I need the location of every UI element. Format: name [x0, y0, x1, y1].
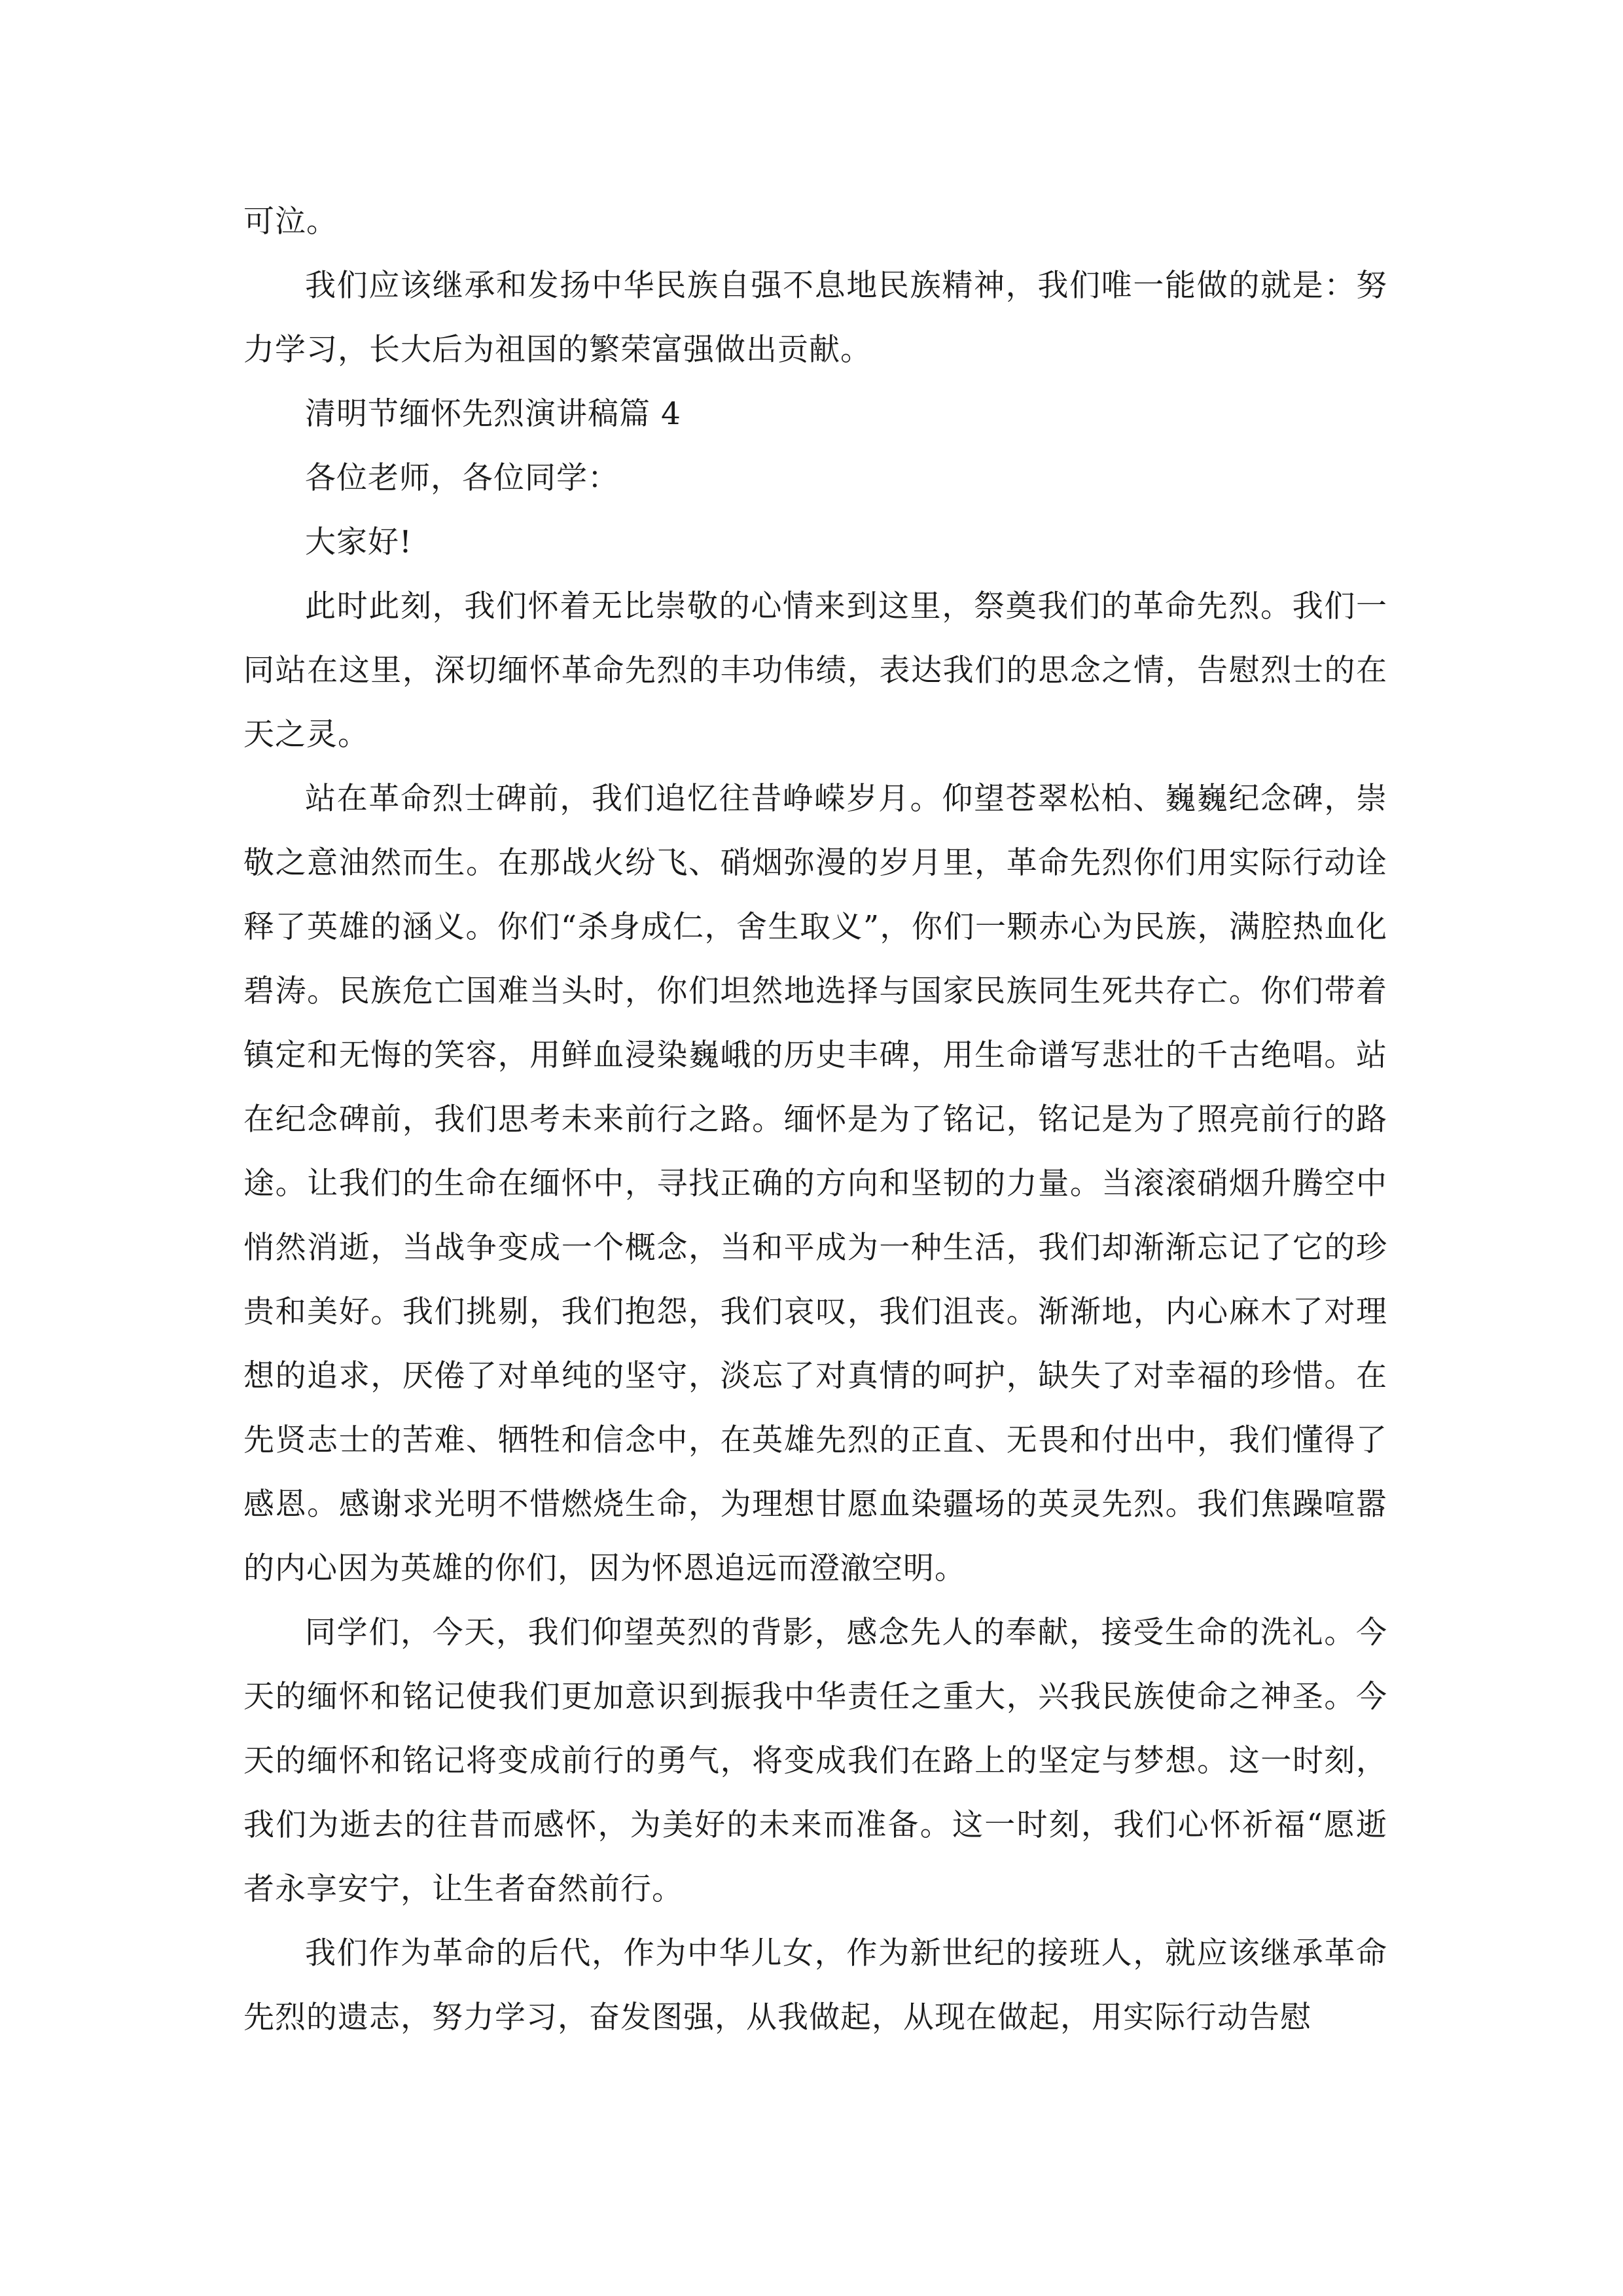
paragraph-inherit-spirit: 我们应该继承和发扬中华民族自强不息地民族精神，我们唯一能做的就是：努力学习，长大后为祖国的繁荣富强做出贡献。 [243, 268, 1387, 368]
paragraph-students: 同学们，今天，我们仰望英烈的背影，感念先人的奉献，接受生命的洗礼。今天的缅怀和铭记使我们更加意识到振我中华责任之重大，兴我民族使命之神圣。今天的缅怀和铭记将变成前行的勇气，将变成我们在路上的坚定与梦想。这一时刻，我们为逝去的往昔而感怀，为美好的未来而准备。这一时刻，我们心怀祈福“愿逝者永享安宁，让生者奋然前行。 [243, 1615, 1387, 1907]
greeting: 大家好! [305, 524, 412, 560]
paragraph-continuation: 可泣。 [243, 204, 338, 240]
paragraph-intro: 此时此刻，我们怀着无比崇敬的心情来到这里，祭奠我们的革命先烈。我们一同站在这里，深切缅怀革命先烈的丰功伟绩，表达我们的思念之情，告慰烈士的在天之灵。 [243, 588, 1387, 753]
section-heading: 清明节缅怀先烈演讲稿篇 4 [305, 396, 681, 432]
document-page [243, 190, 1387, 2050]
salutation: 各位老师，各位同学： [305, 460, 619, 496]
paragraph-successors: 我们作为革命的后代，作为中华儿女，作为新世纪的接班人，就应该继承革命先烈的遗志，努力学习，奋发图强，从我做起，从现在做起，用实际行动告慰 [243, 1935, 1387, 2036]
paragraph-memorial: 站在革命烈士碑前，我们追忆往昔峥嵘岁月。仰望苍翠松柏、巍巍纪念碑，崇敬之意油然而生。在那战火纷飞、硝烟弥漫的岁月里，革命先烈你们用实际行动诠释了英雄的涵义。你们“杀身成仁，舍生取义”，你们一颗赤心为民族，满腔热血化碧涛。民族危亡国难当头时，你们坦然地选择与国家民族同生死共存亡。你们带着镇定和无悔的笑容，用鲜血浸染巍峨的历史丰碑，用生命谱写悲壮的千古绝唱。站在纪念碑前，我们思考未来前行之路。缅怀是为了铭记，铭记是为了照亮前行的路途。让我们的生命在缅怀中，寻找正确的方向和坚韧的力量。当滚滚硝烟升腾空中悄然消逝，当战争变成一个概念，当和平成为一种生活，我们却渐渐忘记了它的珍贵和美好。我们挑剔，我们抱怨，我们哀叹，我们沮丧。渐渐地，内心麻木了对理想的追求，厌倦了对单纯的坚守，淡忘了对真情的呵护，缺失了对幸福的珍惜。在先贤志士的苦难、牺牲和信念中，在英雄先烈的正直、无畏和付出中，我们懂得了感恩。感谢求光明不惜燃烧生命，为理想甘愿血染疆场的英灵先烈。我们焦躁喧嚣的内心因为英雄的你们，因为怀恩追远而澄澈空明。 [243, 781, 1387, 1587]
